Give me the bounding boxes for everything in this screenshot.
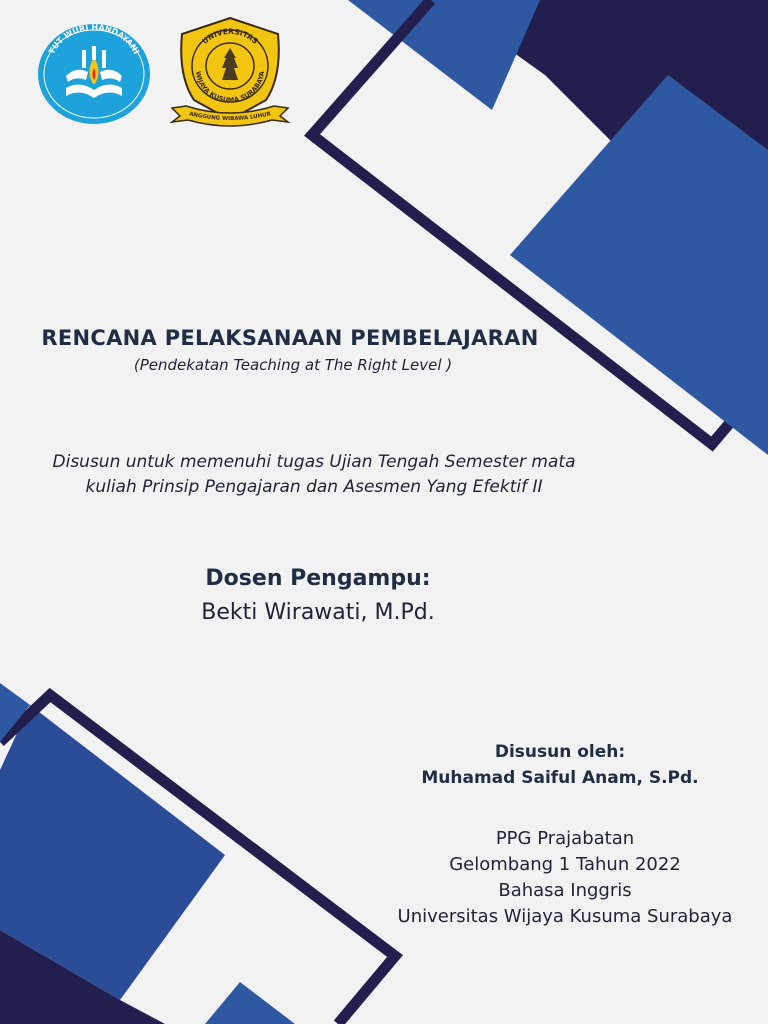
program-info-line: Universitas Wijaya Kusuma Surabaya	[397, 906, 733, 927]
purpose-statement	[10, 450, 618, 500]
purpose-line-2: kuliah Prinsip Pengajaran dan Asesmen Yang Efektif II	[85, 477, 543, 497]
purpose-line-1: Disusun untuk memenuhi tugas Ujian Tengah Semester mata	[52, 452, 576, 472]
tut-wuri-handayani-logo	[36, 20, 154, 126]
svg-text:ANGGUNG WIBAWA LUHUR: ANGGUNG WIBAWA LUHUR	[188, 111, 272, 123]
bottom-blue-small-square	[205, 982, 295, 1024]
program-info-line: Bahasa Inggris	[498, 880, 632, 901]
svg-text:WIJAYA KUSUMA SURABAYA: WIJAYA KUSUMA SURABAYA	[193, 70, 267, 105]
author-label: Disusun oleh:	[494, 742, 626, 762]
right-blue-diamond	[510, 75, 768, 455]
program-info-line: Gelombang 1 Tahun 2022	[449, 854, 681, 875]
author-name: Muhamad Saiful Anam, S.Pd.	[421, 768, 699, 788]
lecturer-name: Bekti Wirawati, M.Pd.	[201, 600, 435, 625]
document-title: RENCANA PELAKSANAAN PEMBELAJARAN	[41, 326, 539, 350]
svg-text:TUT WURI HANDAYANI: TUT WURI HANDAYANI	[47, 22, 141, 56]
program-info	[360, 826, 768, 930]
document-subtitle: (Pendekatan Teaching at The Right Level )	[133, 356, 453, 374]
program-info-line: PPG Prajabatan	[495, 828, 635, 849]
lecturer-label: Dosen Pengampu:	[205, 566, 431, 591]
svg-text:UNIVERSITAS: UNIVERSITAS	[200, 26, 260, 46]
uwks-university-logo	[166, 14, 294, 130]
